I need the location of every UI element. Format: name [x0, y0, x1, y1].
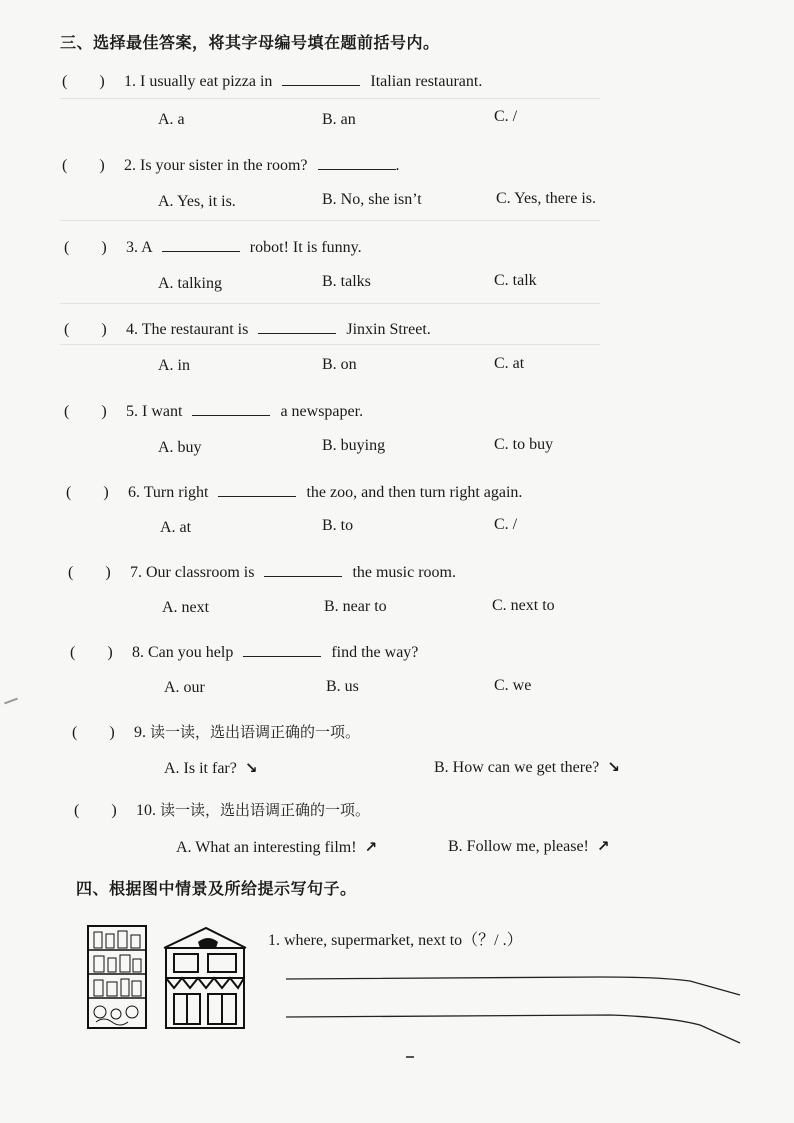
fill-blank[interactable]: [243, 644, 321, 657]
question-10: [74, 797, 370, 820]
fill-blank[interactable]: [192, 403, 270, 416]
option-b: B. on: [322, 356, 357, 373]
fill-blank[interactable]: [162, 239, 240, 252]
question-text: the music room.: [352, 564, 456, 581]
question-9: [72, 719, 360, 742]
fill-blank[interactable]: [318, 157, 396, 170]
answer-paren[interactable]: ( ): [64, 403, 107, 420]
question-5: [64, 398, 363, 421]
question-number: 4.: [126, 321, 138, 338]
option-a: A. buy: [158, 439, 202, 456]
question-number: 2.: [124, 157, 136, 174]
question-4: [64, 316, 431, 339]
question-text: Turn right: [143, 484, 209, 501]
option-c: C. /: [494, 516, 518, 533]
writing-lines[interactable]: [280, 965, 750, 1045]
question-number: 6.: [128, 484, 140, 501]
option-a: A. our: [164, 679, 205, 696]
option-b: B. us: [326, 678, 359, 695]
question-number: 1.: [124, 73, 136, 90]
answer-paren[interactable]: ( ): [64, 239, 107, 256]
option-text: B. Follow me, please!: [448, 838, 589, 855]
option-b: B. near to: [324, 598, 387, 615]
option-c: C. to buy: [494, 436, 554, 453]
down-arrow-icon: ↘: [607, 758, 620, 776]
up-arrow-icon: ↗: [364, 838, 378, 856]
fill-blank[interactable]: [258, 321, 336, 334]
supermarket-illustration: [86, 922, 256, 1032]
faint-rule: [60, 344, 600, 345]
option-text: B. How can we get there?: [434, 759, 600, 776]
option-a: A. a: [158, 111, 185, 128]
option-c: C. Yes, there is.: [496, 190, 597, 207]
faint-rule: [60, 98, 600, 99]
option-a: A. in: [158, 357, 190, 374]
question-2: [62, 152, 400, 175]
up-arrow-icon: ↗: [596, 837, 610, 855]
option-b: [448, 837, 609, 856]
faint-rule: [60, 303, 600, 304]
question-text: Our classroom is: [146, 564, 255, 581]
question-text: I usually eat pizza in: [140, 73, 273, 90]
question-text: The restaurant is: [141, 321, 249, 338]
option-b: B. talks: [322, 273, 371, 290]
question-text: I want: [142, 403, 183, 420]
fill-blank[interactable]: [264, 564, 342, 577]
question-text: Can you help: [148, 644, 234, 661]
question-text: a newspaper.: [280, 403, 364, 420]
question-number: 8.: [132, 644, 144, 661]
option-a: A. Yes, it is.: [158, 193, 236, 210]
option-a: A. next: [162, 599, 210, 616]
question-text: .: [395, 157, 400, 174]
stray-mark: [406, 1056, 414, 1058]
option-b: [434, 758, 620, 777]
answer-paren[interactable]: ( ): [66, 484, 109, 501]
fill-blank[interactable]: [282, 73, 360, 86]
option-c: C. we: [494, 677, 532, 694]
option-c: C. next to: [492, 597, 555, 614]
fill-blank[interactable]: [218, 484, 296, 497]
answer-paren[interactable]: ( ): [64, 321, 107, 338]
option-b: B. No, she isn’t: [322, 191, 422, 208]
question-3: [64, 234, 362, 257]
question-6: [66, 479, 522, 502]
question-text: the zoo, and then turn right again.: [306, 484, 523, 501]
question-text: Italian restaurant.: [370, 73, 483, 90]
question-number: 7.: [130, 564, 142, 581]
question-text: find the way?: [331, 644, 419, 661]
question-number: 5.: [126, 403, 138, 420]
option-c: C. /: [494, 108, 518, 125]
answer-paren[interactable]: ( ): [62, 157, 105, 174]
answer-paren[interactable]: ( ): [68, 564, 111, 581]
option-c: C. talk: [494, 272, 537, 289]
option-a: [176, 838, 377, 857]
section4-heading: 四、根据图中情景及所给提示写句子。: [76, 879, 357, 898]
question-8: [70, 639, 418, 662]
question-text: A: [141, 239, 152, 256]
question-number: 3.: [126, 239, 138, 256]
answer-paren[interactable]: ( ): [70, 644, 113, 661]
question-7: [68, 559, 456, 582]
answer-paren[interactable]: ( ): [62, 73, 105, 90]
option-c: C. at: [494, 355, 525, 372]
question-text: 读一读，选出语调正确的一项。: [160, 801, 371, 819]
question-text: 读一读，选出语调正确的一项。: [150, 723, 361, 741]
down-arrow-icon: ↘: [244, 759, 258, 777]
option-a: [164, 759, 257, 778]
answer-paren[interactable]: ( ): [74, 802, 117, 819]
question-1: [62, 68, 482, 91]
answer-paren[interactable]: ( ): [72, 724, 115, 741]
question-text: robot! It is funny.: [249, 239, 362, 256]
question-number: 9.: [134, 724, 146, 741]
option-b: B. buying: [322, 437, 386, 454]
question-text: Jinxin Street.: [346, 321, 431, 338]
option-a: A. talking: [158, 275, 222, 292]
option-b: B. an: [322, 111, 356, 128]
faint-rule: [60, 220, 600, 221]
question-number: 10.: [136, 802, 156, 819]
option-b: B. to: [322, 517, 354, 534]
option-text: A. Is it far?: [164, 760, 237, 777]
option-a: A. at: [160, 519, 192, 536]
option-text: A. What an interesting film!: [176, 839, 357, 856]
section3-heading: 三、选择最佳答案，将其字母编号填在题前括号内。: [60, 33, 440, 52]
question-text: Is your sister in the room?: [140, 157, 308, 174]
writing-prompt-1: 1. where, supermarket, next to（？/ .）: [268, 932, 523, 949]
stray-mark: [4, 698, 18, 705]
